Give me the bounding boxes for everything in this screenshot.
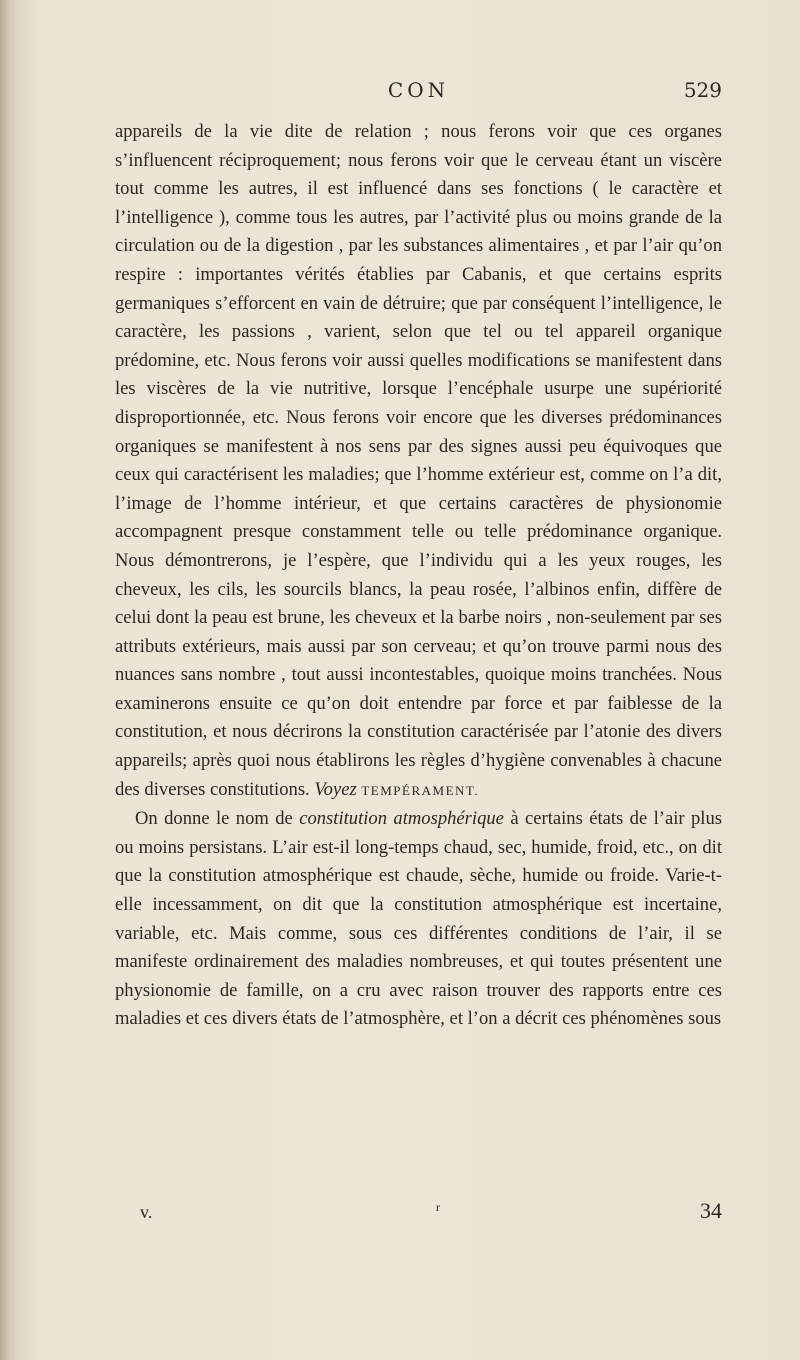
paragraph-2-lead: On donne le nom de — [135, 808, 300, 830]
gutter-shadow — [0, 0, 18, 1360]
page-footer — [140, 1198, 722, 1232]
paragraph-2-rest: à certains états de l’air plus ou moins persistans. L’air est-il long-temps chaud, sec, humide, froid, etc., on dit que la constitution atmosphérique est chaude, sèche, humide ou froide. Varie-t-elle incessamment, on dit que la constitution atmosphérique est incertaine, variable, etc. Mais comme, sous ces différentes conditions de l’air, il se manifeste ordinairement des maladies nombreuses, et qui toutes présentent une physionomie de famille, on a cru avec raison trouver des rapports entre ces maladies et ces divers états de l’atmosphère, et l’on a décrit ces phénomènes sous — [115, 808, 722, 1030]
running-head: CON — [387, 78, 450, 102]
see-also-prefix: Voyez — [314, 778, 357, 800]
printer-mark: r — [436, 1200, 440, 1214]
paragraph-constitution-atmospherique — [115, 805, 722, 1034]
paragraph-1-text: appareils de la vie dite de relation ; nous ferons voir que ces organes s’influencent réciproquement; nous ferons voir que le cerveau étant un viscère tout comme les autres, il est influencé dans ses fonctions ( le caractère et l’intelligence ), comme tous les autres, par l’activité plus ou moins grande de la circulation ou de la digestion , par les substances alimentaires , et par l’air qu’on respire : importantes vérités établies par Cabanis, et que certains esprits germaniques s’efforcent en vain de détruire; que par conséquent l’intelligence, le caractère, les passions , varient, selon que tel ou tel appareil organique prédomine, etc. Nous ferons voir aussi quelles modifications se manifestent dans les viscères de la vie nutritive, lorsque l’encéphale usurpe une supériorité disproportionnée, etc. Nous ferons voir encore que les diverses prédominances organiques se manifestent à nos sens par des signes aussi peu équivoques que ceux qui caractérisent les maladies; que l’homme extérieur est, comme on l’a dit, l’image de l’homme intérieur, et que certains caractères de physionomie accompagnent presque constamment telle ou telle prédominance organique. Nous démontrerons, je l’espère, que l’individu qui a les yeux rouges, les cheveux, les cils, les sourcils blancs, la peau rosée, l’albinos enfin, diffère de celui dont la peau est brune, les cheveux et la barbe noirs , non-seulement par ses attributs extérieurs, mais aussi par son cerveau; et qu’on trouve parmi nous des nuances sans nombre , tout aussi incontestables, quoique moins tranchées. Nous examinerons ensuite ce qu’on doit entendre par force et par faiblesse de la constitution, et nous décrirons la constitution caractérisée par l’atonie des divers appareils; après quoi nous établirons les règles d’hygiène convenables à chacune des diverses constitutions. — [115, 121, 722, 800]
paragraph-constitution-continued — [115, 118, 722, 805]
signature-number: 34 — [700, 1198, 722, 1223]
signature-mark: v. — [140, 1202, 153, 1222]
page-header — [115, 74, 722, 110]
body-text — [115, 118, 722, 1034]
paragraph-2-term: constitution atmosphérique — [299, 808, 504, 830]
page-number: 529 — [683, 78, 722, 102]
see-also-term: TEMPÉRAMENT. — [361, 782, 480, 798]
